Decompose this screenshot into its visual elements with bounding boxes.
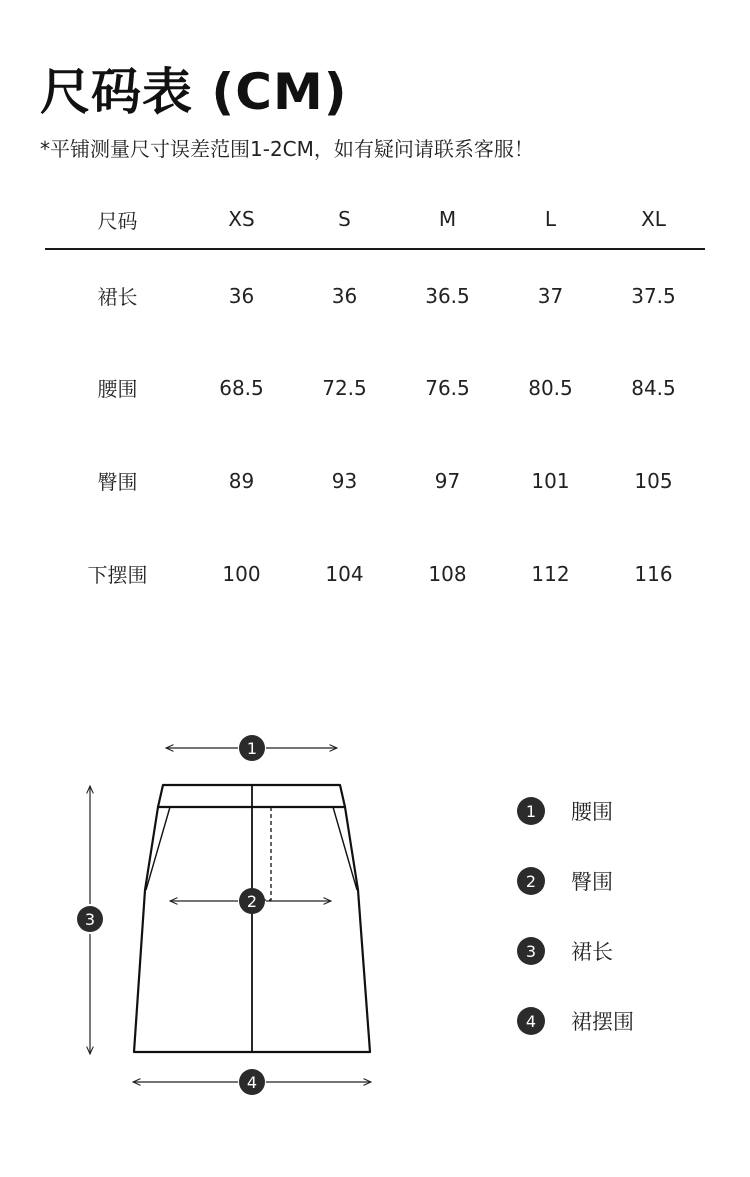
size-table bbox=[45, 190, 705, 620]
marker-4 bbox=[239, 1069, 265, 1095]
measurement-legend bbox=[517, 797, 717, 1077]
table-row bbox=[45, 341, 705, 434]
skirt-measurement-diagram bbox=[0, 700, 420, 1120]
table-cell: 104 bbox=[325, 561, 364, 586]
table-cell: 108 bbox=[428, 561, 467, 586]
header-m: M bbox=[438, 207, 457, 231]
table-cell: 37 bbox=[537, 283, 564, 308]
table-cell: 116 bbox=[634, 561, 673, 586]
table-header-row bbox=[45, 190, 705, 249]
legend-number: 2 bbox=[517, 867, 545, 895]
legend-label: 腰围 bbox=[571, 800, 613, 824]
marker-1-label: 1 bbox=[246, 739, 258, 758]
legend-number: 4 bbox=[517, 1007, 545, 1035]
marker-2-label: 2 bbox=[246, 892, 258, 911]
page-title: 尺码表 (CM) bbox=[40, 63, 348, 121]
legend-number: 1 bbox=[517, 797, 545, 825]
table-row bbox=[45, 527, 705, 620]
legend-item-hem bbox=[517, 1007, 717, 1035]
table-cell: 89 bbox=[228, 468, 255, 493]
table-cell: 93 bbox=[331, 468, 358, 493]
row-label: 腰围 bbox=[97, 377, 138, 401]
table-cell: 36 bbox=[228, 283, 255, 308]
legend-item-length bbox=[517, 937, 717, 965]
row-label: 下摆围 bbox=[87, 563, 148, 587]
table-cell: 72.5 bbox=[322, 375, 367, 400]
table-cell: 97 bbox=[434, 468, 461, 493]
legend-item-waist bbox=[517, 797, 717, 825]
marker-4-label: 4 bbox=[246, 1073, 258, 1092]
marker-3 bbox=[77, 906, 103, 932]
table-cell: 101 bbox=[531, 468, 570, 493]
table-cell: 80.5 bbox=[528, 375, 573, 400]
table-row bbox=[45, 249, 705, 341]
table-cell: 112 bbox=[531, 561, 570, 586]
table-cell: 68.5 bbox=[219, 375, 264, 400]
marker-3-label: 3 bbox=[84, 910, 96, 929]
table-cell: 105 bbox=[634, 468, 673, 493]
table-cell: 36 bbox=[331, 283, 358, 308]
header-size: 尺码 bbox=[97, 208, 138, 233]
table-cell: 36.5 bbox=[425, 283, 470, 308]
row-label: 裙长 bbox=[97, 285, 138, 309]
table-cell: 100 bbox=[222, 561, 261, 586]
header-xl: XL bbox=[641, 207, 666, 231]
header-l: L bbox=[544, 207, 557, 231]
measurement-note: *平铺测量尺寸误差范围1-2CM，如有疑问请联系客服！ bbox=[40, 137, 534, 161]
marker-2 bbox=[239, 888, 265, 914]
row-label: 臀围 bbox=[97, 470, 138, 494]
marker-1 bbox=[239, 735, 265, 761]
legend-label: 裙摆围 bbox=[571, 1010, 634, 1034]
table-cell: 37.5 bbox=[631, 283, 676, 308]
legend-item-hip bbox=[517, 867, 717, 895]
zipper-line bbox=[264, 807, 271, 900]
table-row bbox=[45, 434, 705, 527]
legend-label: 裙长 bbox=[571, 940, 613, 964]
header-xs: XS bbox=[228, 207, 255, 231]
legend-label: 臀围 bbox=[571, 870, 613, 894]
table-cell: 76.5 bbox=[425, 375, 470, 400]
table-cell: 84.5 bbox=[631, 375, 676, 400]
header-s: S bbox=[338, 207, 351, 231]
legend-number: 3 bbox=[517, 937, 545, 965]
